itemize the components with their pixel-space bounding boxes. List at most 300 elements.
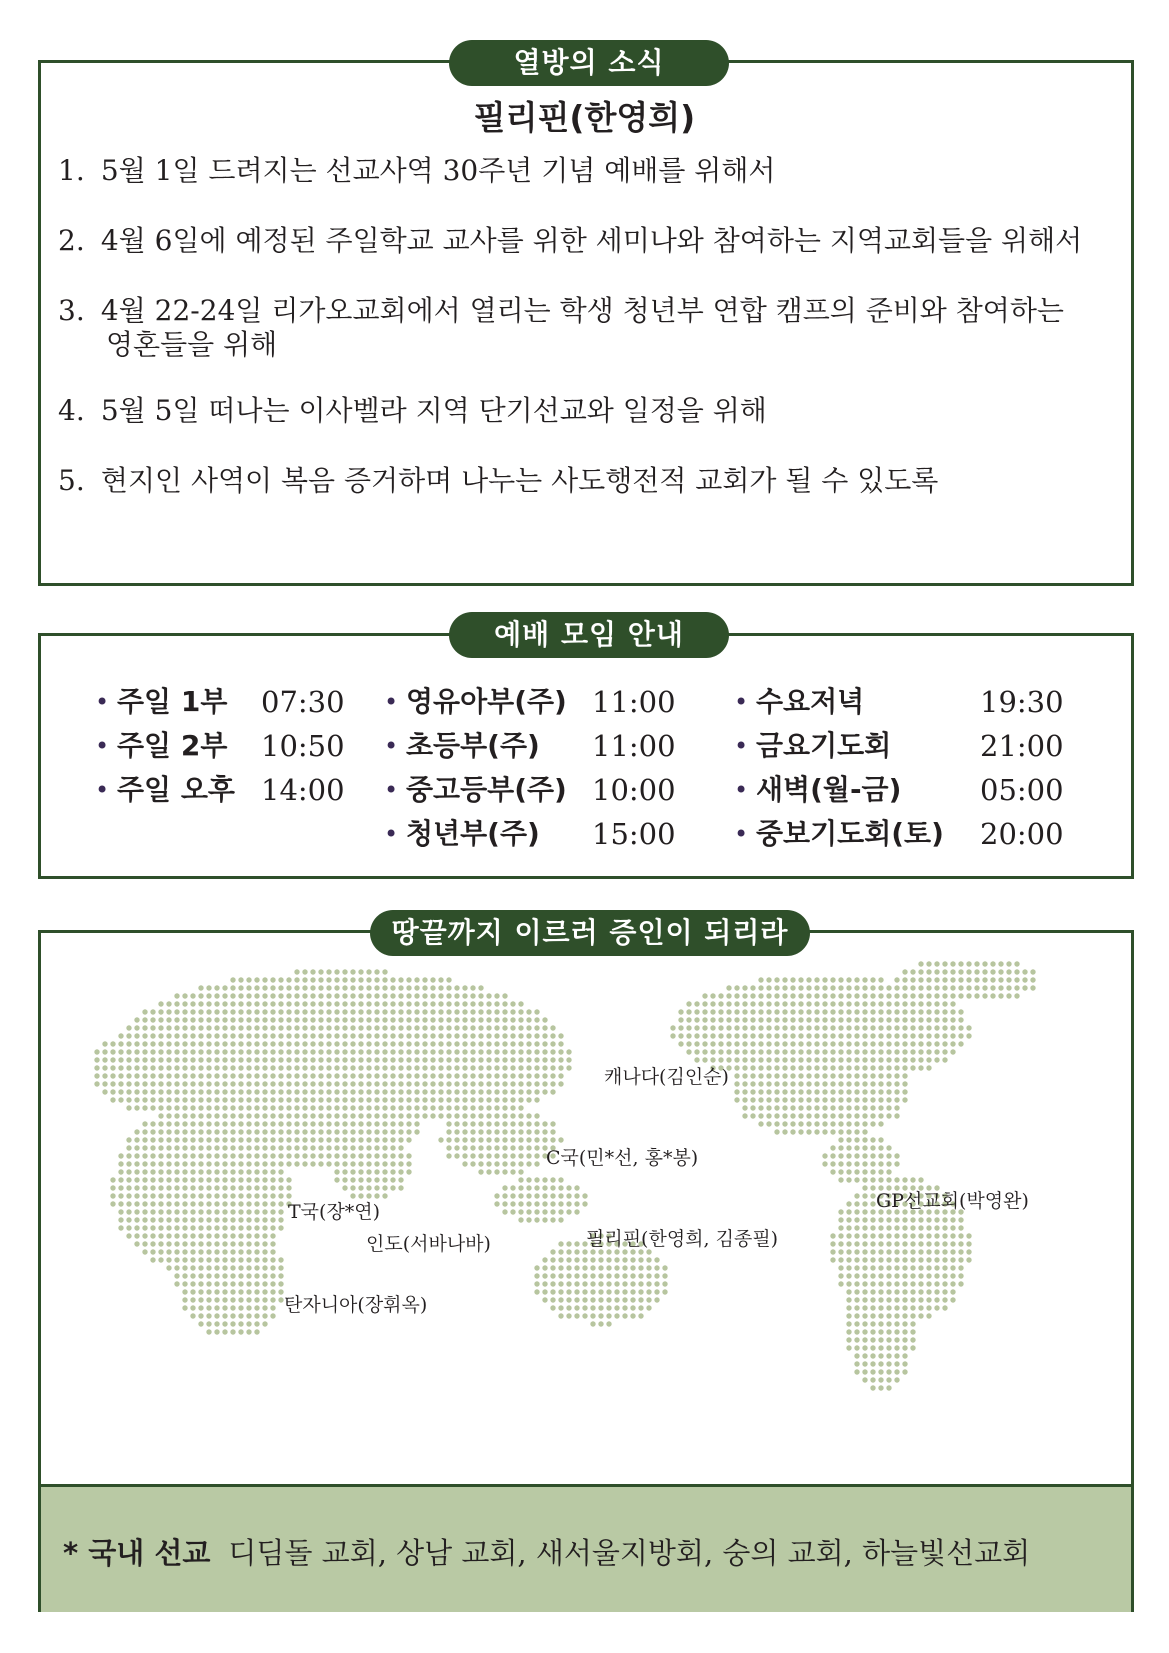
map-dot [422,1089,427,1094]
map-dot [806,1129,811,1134]
map-dot [182,1057,187,1062]
map-dot [598,1289,603,1294]
map-dot [254,1297,259,1302]
map-dot [534,1065,539,1070]
map-dot [302,1081,307,1086]
map-dot [718,1049,723,1054]
map-dot [166,1089,171,1094]
map-dot [862,1121,867,1126]
map-dot [302,993,307,998]
map-dot [102,1089,107,1094]
map-dot [838,1217,843,1222]
map-dot [822,977,827,982]
map-dot [870,1025,875,1030]
map-dot [542,1041,547,1046]
map-dot [838,1129,843,1134]
map-dot [638,1305,643,1310]
map-dot [934,961,939,966]
map-dot [718,1009,723,1014]
map-dot [926,985,931,990]
map-dot [390,1145,395,1150]
map-dot [918,985,923,990]
map-dot [582,1193,587,1198]
map-dot [870,1073,875,1078]
map-dot [190,1033,195,1038]
map-dot [134,1193,139,1198]
map-dot [886,1233,891,1238]
map-dot [438,1073,443,1078]
map-dot [566,1297,571,1302]
map-dot [398,1177,403,1182]
map-dot [486,1009,491,1014]
map-dot [334,1057,339,1062]
map-dot [542,1137,547,1142]
map-dot [286,993,291,998]
map-dot [406,1001,411,1006]
map-dot [606,1281,611,1286]
map-dot [894,1353,899,1358]
map-dot [158,1177,163,1182]
map-dot [118,1153,123,1158]
map-dot [222,1137,227,1142]
map-dot [862,1305,867,1310]
map-dot [486,1001,491,1006]
map-dot [238,1313,243,1318]
map-dot [158,1217,163,1222]
map-dot [510,1025,515,1030]
map-dot [310,1057,315,1062]
map-dot [982,977,987,982]
map-dot [566,1305,571,1310]
map-dot [1030,969,1035,974]
map-dot [326,985,331,990]
map-dot [782,1129,787,1134]
map-dot [246,1329,251,1334]
map-dot [758,1049,763,1054]
map-dot [254,1185,259,1190]
map-dot [270,985,275,990]
map-dot [310,1137,315,1142]
map-dot [238,993,243,998]
map-dot [974,961,979,966]
map-dot [918,1009,923,1014]
map-dot [438,1025,443,1030]
map-dot [270,1201,275,1206]
map-dot [758,1097,763,1102]
map-dot [310,977,315,982]
map-dot [278,1153,283,1158]
map-dot [214,1161,219,1166]
map-dot [350,1033,355,1038]
map-dot [174,1169,179,1174]
map-dot [318,993,323,998]
map-dot [862,1361,867,1366]
map-dot [446,1089,451,1094]
map-dot [630,1289,635,1294]
map-dot [230,1241,235,1246]
map-dot [918,993,923,998]
map-dot [430,1009,435,1014]
map-dot [294,1129,299,1134]
map-dot [254,1001,259,1006]
map-dot [694,1001,699,1006]
map-dot [782,1049,787,1054]
map-dot [630,1265,635,1270]
map-dot [366,1065,371,1070]
map-dot [950,977,955,982]
map-dot [918,961,923,966]
map-dot [694,1049,699,1054]
map-dot [166,1209,171,1214]
map-dot [846,1121,851,1126]
map-dot [182,1081,187,1086]
map-dot [750,1089,755,1094]
map-dot [782,1073,787,1078]
map-dot [150,1025,155,1030]
map-dot [942,1249,947,1254]
map-dot [246,1161,251,1166]
domestic-mission-line [63,1531,1030,1572]
map-dot [166,1009,171,1014]
map-dot [590,1273,595,1278]
map-dot [382,1113,387,1118]
map-dot [894,977,899,982]
map-dot [398,1129,403,1134]
map-dot [870,1041,875,1046]
map-dot [398,1145,403,1150]
map-dot [470,1065,475,1070]
worship-column-departments [384,680,684,856]
map-dot [350,1001,355,1006]
map-dot [806,1017,811,1022]
map-dot [862,1105,867,1110]
map-dot [878,1065,883,1070]
map-dot [134,1097,139,1102]
map-dot [942,1265,947,1270]
map-dot [206,1161,211,1166]
map-dot [190,1065,195,1070]
map-dot [1014,961,1019,966]
map-dot [830,1241,835,1246]
map-dot [470,1057,475,1062]
worship-column-sunday [95,680,355,812]
map-dot [238,1329,243,1334]
map-dot [870,1209,875,1214]
map-dot [246,1281,251,1286]
map-dot [566,1281,571,1286]
map-dot [886,1289,891,1294]
map-dot [566,1209,571,1214]
map-dot [206,1321,211,1326]
map-dot [550,1049,555,1054]
map-dot [822,1041,827,1046]
map-dot [806,1041,811,1046]
map-dot [590,1321,595,1326]
map-dot [398,1001,403,1006]
map-dot [798,985,803,990]
map-dot [1022,977,1027,982]
map-dot [254,1009,259,1014]
map-dot [214,1097,219,1102]
map-dot [182,1193,187,1198]
map-dot [886,1337,891,1342]
map-dot [190,1137,195,1142]
map-dot [310,1129,315,1134]
map-dot [118,1161,123,1166]
map-dot [894,1265,899,1270]
map-dot [894,1249,899,1254]
map-dot [558,1265,563,1270]
map-dot [142,1057,147,1062]
map-dot [358,1121,363,1126]
map-dot [246,1105,251,1110]
map-dot [494,1169,499,1174]
map-dot [982,969,987,974]
map-dot [190,1169,195,1174]
map-dot [398,1137,403,1142]
bullet-icon: • [384,688,399,716]
map-dot [950,1041,955,1046]
map-dot [222,1025,227,1030]
map-dot [150,1201,155,1206]
map-dot [222,1105,227,1110]
map-dot [166,1057,171,1062]
map-dot [342,1129,347,1134]
map-dot [406,1041,411,1046]
map-dot [558,1137,563,1142]
map-dot [782,1025,787,1030]
map-dot [902,1297,907,1302]
map-dot [798,1049,803,1054]
news-item [58,294,1118,362]
map-dot [838,1241,843,1246]
map-dot [854,1353,859,1358]
map-dot [182,1273,187,1278]
map-dot [846,1177,851,1182]
map-dot [518,1033,523,1038]
map-dot [214,1153,219,1158]
map-dot [478,993,483,998]
map-dot [862,1025,867,1030]
map-dot [486,993,491,998]
map-dot [806,985,811,990]
map-dot [582,1305,587,1310]
map-dot [198,1305,203,1310]
map-dot [326,1041,331,1046]
map-dot [342,1001,347,1006]
map-dot [878,1321,883,1326]
map-dot [222,1257,227,1262]
map-dot [302,1009,307,1014]
map-dot [614,1265,619,1270]
map-dot [918,1249,923,1254]
map-dot [830,1113,835,1118]
map-dot [198,1097,203,1102]
map-dot [350,1177,355,1182]
map-dot [174,1105,179,1110]
map-dot [334,1113,339,1118]
map-dot [534,1025,539,1030]
map-dot [382,1137,387,1142]
map-dot [774,1049,779,1054]
map-dot [502,1121,507,1126]
map-dot [446,1129,451,1134]
map-dot [518,1025,523,1030]
map-dot [910,1033,915,1038]
map-dot [190,1249,195,1254]
map-dot [862,1353,867,1358]
map-dot [374,1057,379,1062]
map-dot [878,1097,883,1102]
map-dot [830,1057,835,1062]
map-dot [326,1121,331,1126]
worship-name: 청년부(주) [406,817,540,850]
map-dot [854,1369,859,1374]
map-dot [126,1081,131,1086]
map-dot [454,1025,459,1030]
map-dot [870,1105,875,1110]
map-dot [206,1073,211,1078]
map-dot [158,1025,163,1030]
map-dot [766,1121,771,1126]
map-dot [270,1193,275,1198]
map-dot [278,977,283,982]
map-dot [926,1273,931,1278]
bullet-icon: • [384,732,399,760]
map-dot [382,985,387,990]
map-dot [462,1001,467,1006]
map-dot [262,1281,267,1286]
map-dot [950,993,955,998]
map-dot [230,1153,235,1158]
map-dot [318,1145,323,1150]
map-dot [262,1145,267,1150]
map-dot [150,1153,155,1158]
map-dot [110,1185,115,1190]
map-dot [190,1057,195,1062]
map-dot [894,1289,899,1294]
map-dot [478,1153,483,1158]
map-dot [438,1009,443,1014]
map-dot [382,969,387,974]
map-dot [830,1041,835,1046]
map-dot [838,1097,843,1102]
map-dot [806,1089,811,1094]
map-dot [750,1025,755,1030]
map-dot [534,1049,539,1054]
map-dot [174,1065,179,1070]
map-dot [566,1313,571,1318]
map-dot [942,961,947,966]
map-dot [606,1273,611,1278]
map-dot [630,1281,635,1286]
map-dot [782,985,787,990]
map-dot [854,1233,859,1238]
map-dot [286,1177,291,1182]
map-dot [374,1025,379,1030]
map-dot [254,1241,259,1246]
map-dot [222,1169,227,1174]
map-dot [350,969,355,974]
map-dot [222,1177,227,1182]
map-dot [526,1089,531,1094]
map-dot [550,1297,555,1302]
map-dot [846,1041,851,1046]
map-dot [398,1057,403,1062]
map-dot [766,1089,771,1094]
mission-header: 땅끝까지 이르러 증인이 되리라 [370,910,810,956]
map-dot [606,1265,611,1270]
map-dot [374,969,379,974]
map-dot [158,1113,163,1118]
map-dot [894,1337,899,1342]
map-dot [214,1025,219,1030]
map-dot [238,1305,243,1310]
map-dot [822,1129,827,1134]
map-dot [574,1201,579,1206]
map-dot [310,1153,315,1158]
map-dot [262,1185,267,1190]
map-dot [166,1241,171,1246]
map-dot [334,1145,339,1150]
map-dot [558,1185,563,1190]
map-dot [230,1249,235,1254]
map-dot [478,1113,483,1118]
map-dot [126,1089,131,1094]
map-dot [902,993,907,998]
map-dot [934,1225,939,1230]
map-dot [374,1089,379,1094]
map-dot [998,985,1003,990]
map-dot [854,1201,859,1206]
map-dot [814,1057,819,1062]
map-dot [854,1145,859,1150]
map-dot [750,1001,755,1006]
map-dot [878,1265,883,1270]
map-dot [918,1001,923,1006]
map-dot [318,1097,323,1102]
map-dot [230,1025,235,1030]
map-dot [934,1049,939,1054]
map-dot [862,1009,867,1014]
map-dot [350,1153,355,1158]
map-dot [886,1073,891,1078]
map-dot [142,1041,147,1046]
map-dot [110,1057,115,1062]
map-dot [254,1201,259,1206]
map-dot [206,1185,211,1190]
map-dot [454,1081,459,1086]
map-dot [326,1065,331,1070]
map-dot [326,1105,331,1110]
map-dot [814,1105,819,1110]
map-dot [150,1129,155,1134]
map-dot [214,985,219,990]
map-dot [358,1137,363,1142]
map-dot [278,1281,283,1286]
map-dot [118,1177,123,1182]
map-dot [166,1041,171,1046]
map-dot [358,1097,363,1102]
map-dot [502,1033,507,1038]
map-dot [950,1049,955,1054]
map-dot [294,1089,299,1094]
map-dot [646,1265,651,1270]
worship-header: 예배 모임 안내 [449,612,729,658]
map-dot [286,1129,291,1134]
map-dot [710,1041,715,1046]
map-dot [550,1193,555,1198]
